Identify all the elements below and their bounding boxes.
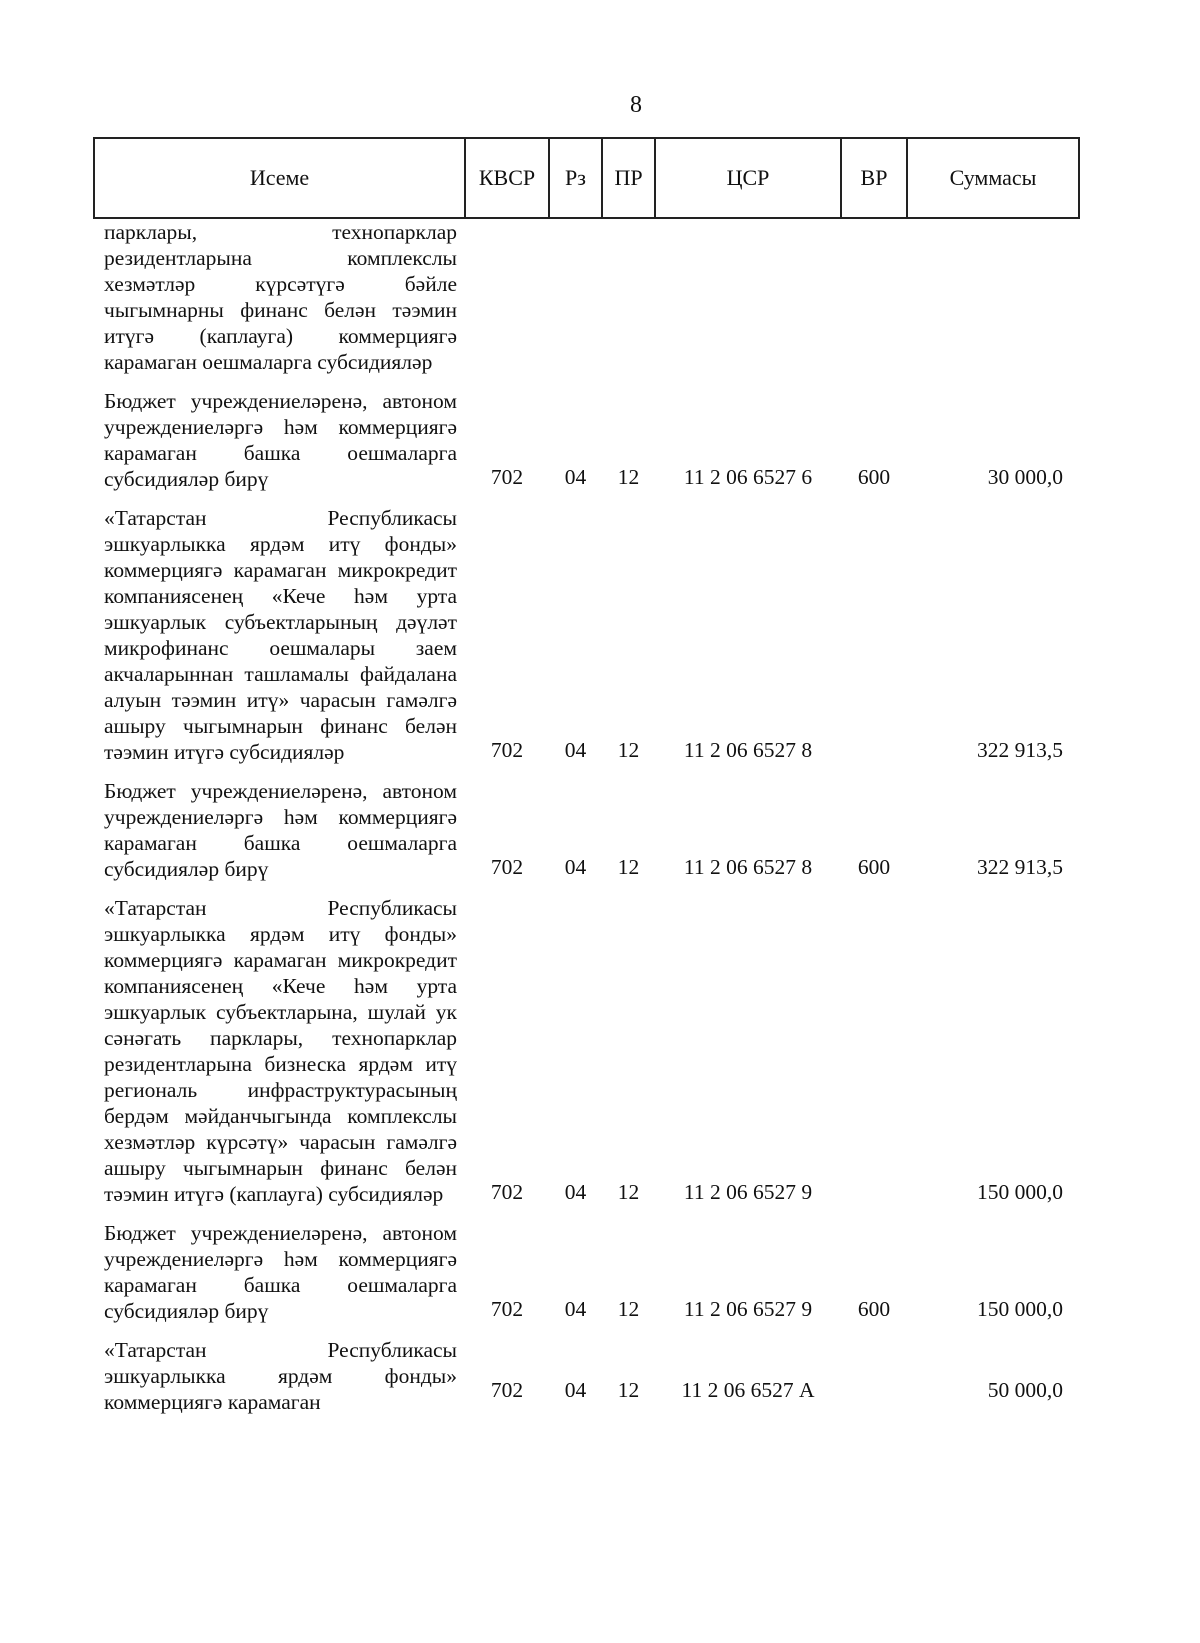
row-name: Бюджет учреждениеләренә, автоном учреждениеләргә һәм коммерциягә карамаган башка оешмаларга субсидияләр бирү: [104, 1221, 457, 1323]
header-sum: Суммасы: [907, 138, 1079, 218]
row-kvsr: [465, 218, 549, 375]
row-vr: 600: [857, 1297, 891, 1321]
table-row: [94, 765, 1079, 882]
table-row: [94, 1324, 1079, 1415]
row-csr: 11 2 06 6527 А: [681, 1378, 815, 1402]
row-csr: 11 2 06 6527 9: [683, 1297, 813, 1321]
row-sum: 150 000,0: [977, 1180, 1063, 1204]
row-kvsr: 702: [490, 1297, 524, 1321]
row-kvsr: 702: [490, 1378, 524, 1402]
row-sum: 322 913,5: [977, 855, 1063, 879]
table-row: [94, 375, 1079, 492]
header-pr: ПР: [602, 138, 655, 218]
header-csr: ЦСР: [655, 138, 841, 218]
row-vr: [841, 218, 907, 375]
row-vr: [841, 1324, 907, 1415]
row-sum: 322 913,5: [977, 738, 1063, 762]
header-kvsr: КВСР: [465, 138, 549, 218]
row-name: «Татарстан Республикасы эшкуарлыкка ярдәм фонды» коммерциягә карамаган: [104, 1338, 457, 1414]
row-pr: 12: [617, 1180, 640, 1204]
row-pr: 12: [617, 738, 640, 762]
row-pr: 12: [617, 1378, 640, 1402]
row-sum: [907, 218, 1079, 375]
row-sum: 30 000,0: [987, 465, 1063, 489]
row-name: Бюджет учреждениеләренә, автоном учреждениеләргә һәм коммерциягә карамаган башка оешмаларга субсидияләр бирү: [104, 389, 457, 491]
table-header-row: [94, 138, 1079, 218]
row-kvsr: 702: [490, 855, 524, 879]
row-kvsr: 702: [490, 738, 524, 762]
row-csr: 11 2 06 6527 9: [683, 1180, 813, 1204]
row-name: «Татарстан Республикасы эшкуарлыкка ярдәм итү фонды» коммерциягә карамаган микрокредит компаниясенең «Кече һәм урта эшкуарлык субъектларына, шулай ук сәнәгать парклары, технопарклар резидентларына бизнеска ярдәм итү региональ инфраструктурасының бердәм мәйданчыгында комплекслы хезмәтләр күрсәтү» чарасын гамәлгә ашыру чыгымнарын финанс белән тәэмин итүгә (каплауга) субсидияләр: [104, 896, 457, 1206]
row-name: Бюджет учреждениеләренә, автоном учреждениеләргә һәм коммерциягә карамаган башка оешмаларга субсидияләр бирү: [104, 779, 457, 881]
row-rz: 04: [564, 1180, 587, 1204]
row-pr: [602, 218, 655, 375]
row-csr: 11 2 06 6527 8: [683, 855, 813, 879]
row-csr: 11 2 06 6527 8: [683, 738, 813, 762]
table-row: [94, 1207, 1079, 1324]
row-kvsr: 702: [490, 1180, 524, 1204]
row-rz: 04: [564, 738, 587, 762]
row-pr: 12: [617, 1297, 640, 1321]
header-name: Исеме: [94, 138, 465, 218]
row-csr: 11 2 06 6527 6: [683, 465, 813, 489]
row-vr: [841, 882, 907, 1207]
row-vr: [841, 492, 907, 765]
row-vr: 600: [857, 465, 891, 489]
table-row: [94, 882, 1079, 1207]
row-rz: 04: [564, 855, 587, 879]
row-name: парклары, технопарклар резидентларына комплекслы хезмәтләр күрсәтүгә бәйле чыгымнарны финанс белән тәэмин итүгә (каплауга) коммерциягә карамаган оешмаларга субсидияләр: [104, 220, 457, 374]
row-rz: [549, 218, 602, 375]
table-row: [94, 492, 1079, 765]
table-row: [94, 218, 1079, 375]
row-pr: 12: [617, 855, 640, 879]
row-rz: 04: [564, 465, 587, 489]
row-kvsr: 702: [490, 465, 524, 489]
row-pr: 12: [617, 465, 640, 489]
row-vr: 600: [857, 855, 891, 879]
row-name: «Татарстан Республикасы эшкуарлыкка ярдәм итү фонды» коммерциягә карамаган микрокредит компаниясенең «Кече һәм урта эшкуарлык субъектларының дәүләт микрофинанс оешмалары заем акчаларыннан ташламалы файдалана алуын тәэмин итү» чарасын гамәлгә ашыру чыгымнарын финанс белән тәэмин итүгә субсидияләр: [104, 506, 457, 764]
page-number: 8: [630, 92, 642, 118]
header-vr: ВР: [841, 138, 907, 218]
row-csr: [655, 218, 841, 375]
row-rz: 04: [564, 1297, 587, 1321]
row-sum: 50 000,0: [987, 1378, 1063, 1402]
header-rz: Рз: [549, 138, 602, 218]
row-rz: 04: [564, 1378, 587, 1402]
budget-table: [93, 137, 1080, 1415]
row-sum: 150 000,0: [977, 1297, 1063, 1321]
